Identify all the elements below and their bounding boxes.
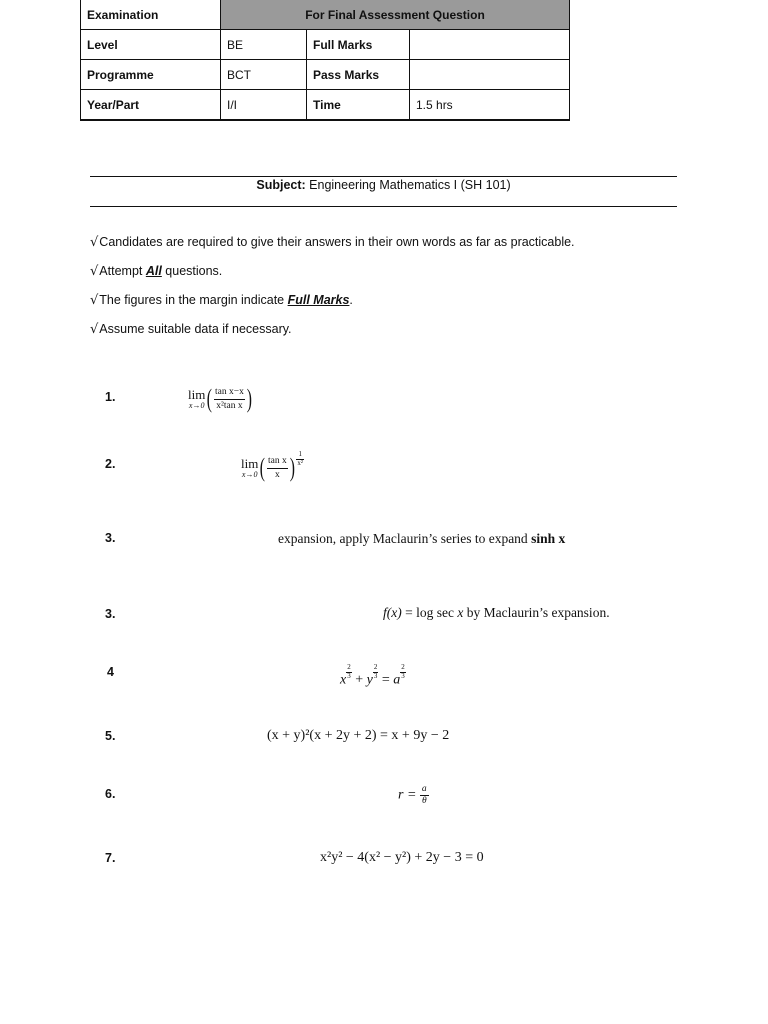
question-1-formula: lim x→0 ( $\frac{\text{tan x−x}}{\text{x²tan x}}$ ) xyxy=(188,384,252,413)
limit-operator: lim x→0 xyxy=(241,456,259,479)
full-marks-label: Full Marks xyxy=(307,30,410,60)
exam-header-table xyxy=(80,0,570,121)
pass-marks-label: Pass Marks xyxy=(307,60,410,90)
check-icon: √ xyxy=(90,264,99,279)
limit-operator: lim x→0 xyxy=(188,387,206,410)
exponent-fraction: $\frac{2}{3}$ xyxy=(347,663,351,680)
question-number: 7. xyxy=(105,851,116,865)
check-icon: √ xyxy=(90,293,99,308)
question-4-formula: x $\frac{2}{3}$ + y $\frac{2}{3}$ = a $\frac{2}{3}$ xyxy=(340,663,405,688)
question-5-formula: (x + y)²(x + 2y + 2) = x + 9y − 2 xyxy=(267,728,450,743)
subject-line xyxy=(90,178,677,192)
full-marks-value xyxy=(410,30,570,60)
question-number: 5. xyxy=(105,729,116,743)
question-3-text: expansion, apply Maclaurin’s series to expand sinh x xyxy=(278,531,566,546)
programme-label: Programme xyxy=(81,60,221,90)
fraction: $\frac{\text{tan x}}{x}$ xyxy=(268,455,287,480)
question-number: 6. xyxy=(105,787,116,801)
instruction-4-text: Assume suitable data if necessary. xyxy=(99,322,292,336)
examination-label: Examination xyxy=(81,0,221,30)
header-row-programme xyxy=(81,60,570,90)
instruction-2-emphasis: All xyxy=(145,264,162,278)
programme-value: BCT xyxy=(221,60,307,90)
fraction: $\frac{a}{\theta}$ xyxy=(421,784,427,806)
question-number: 1. xyxy=(105,390,116,404)
year-part-label: Year/Part xyxy=(81,90,221,121)
question-6-formula: r = $\frac{a}{\theta}$ xyxy=(398,784,427,806)
year-part-value: I/I xyxy=(221,90,307,121)
exponent-fraction: $\frac{2}{3}$ xyxy=(373,663,378,680)
question-2-formula: lim x→0 ( $\frac{\text{tan x}}{x}$ ) $\frac{1}{\text{x²}}$ xyxy=(241,450,304,482)
instruction-2 xyxy=(90,264,222,279)
question-number: 3. xyxy=(105,607,116,621)
subject-value: Engineering Mathematics I (SH 101) xyxy=(309,178,511,192)
bold-function: sinh x xyxy=(531,531,566,546)
header-row-year-part xyxy=(81,90,570,121)
time-label: Time xyxy=(307,90,410,121)
check-icon: √ xyxy=(90,235,99,250)
exponent-fraction: $\frac{2}{3}$ xyxy=(401,663,405,680)
exponent-fraction: $\frac{1}{\text{x²}}$ xyxy=(297,450,304,467)
check-icon: √ xyxy=(90,322,99,337)
instruction-4 xyxy=(90,322,292,337)
examination-value: For Final Assessment Question xyxy=(221,0,570,30)
instruction-2-pre: Attempt xyxy=(99,264,146,278)
header-row-examination xyxy=(81,0,570,30)
instruction-1 xyxy=(90,235,575,250)
header-row-level xyxy=(81,30,570,60)
question-number: 4 xyxy=(107,665,114,679)
instruction-2-post: questions. xyxy=(161,264,223,278)
subject-bottom-rule xyxy=(90,206,677,207)
subject-top-rule xyxy=(90,176,677,177)
instruction-3-emphasis: Full Marks xyxy=(287,293,350,307)
subject-label: Subject: xyxy=(256,178,306,192)
question-3b-text: f(x) = log sec x by Maclaurin’s expansion. xyxy=(383,605,610,620)
instruction-3-pre: The figures in the margin indicate xyxy=(99,293,288,307)
instruction-3 xyxy=(90,293,353,308)
instruction-3-post: . xyxy=(349,293,353,307)
level-value: BE xyxy=(221,30,307,60)
question-7-formula: x²y² − 4(x² − y²) + 2y − 3 = 0 xyxy=(320,850,484,865)
instruction-1-text: Candidates are required to give their answers in their own words as far as practicable. xyxy=(99,235,575,249)
level-label: Level xyxy=(81,30,221,60)
pass-marks-value xyxy=(410,60,570,90)
question-number: 3. xyxy=(105,531,116,545)
fraction: $\frac{\text{tan x−x}}{\text{x²tan x}}$ xyxy=(215,386,244,411)
time-value: 1.5 hrs xyxy=(410,90,570,121)
question-number: 2. xyxy=(105,457,116,471)
